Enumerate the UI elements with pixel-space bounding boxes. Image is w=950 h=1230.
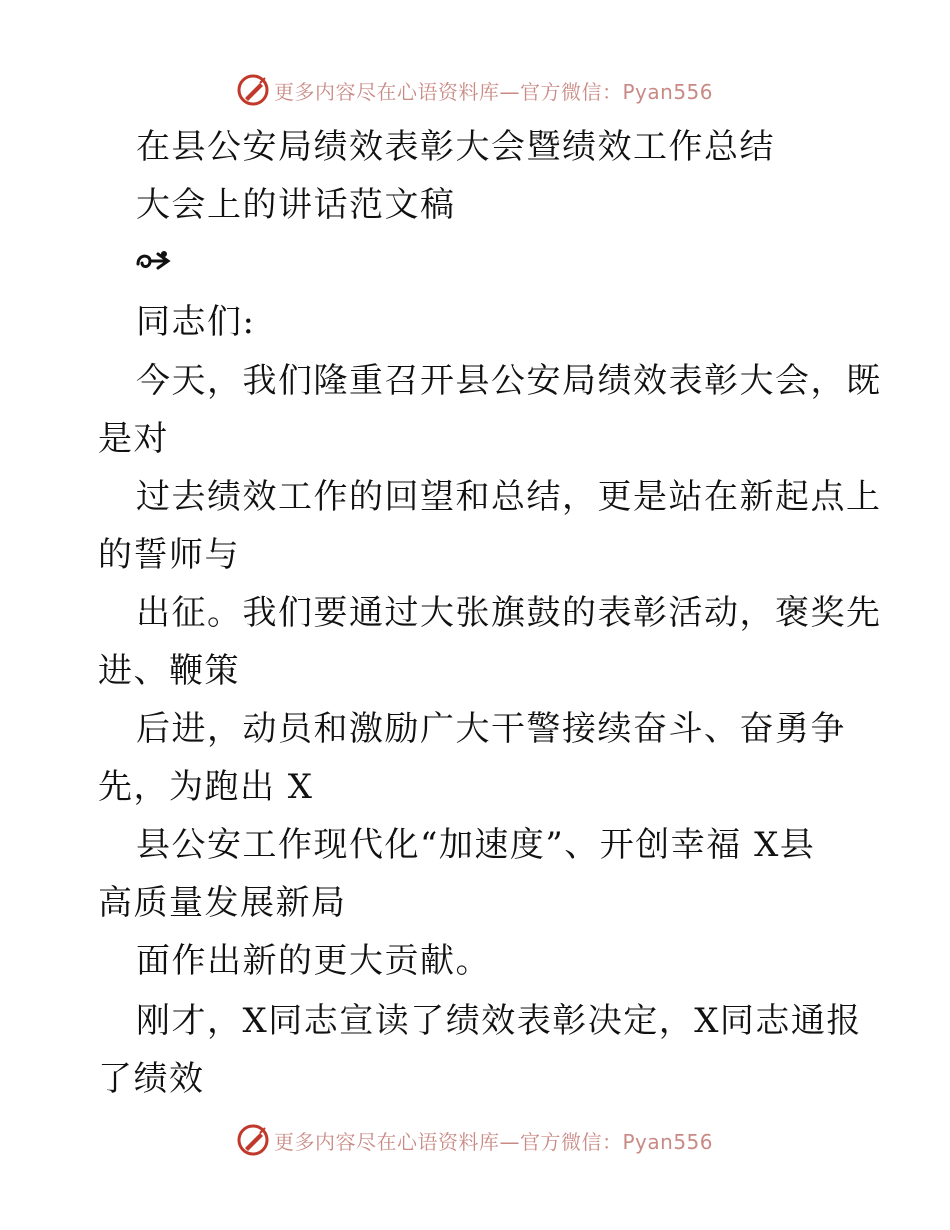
pen-logo-icon [236, 73, 270, 107]
ornament-icon [134, 246, 172, 276]
body-line: 县公安工作现代化“加速度”、开创幸福 X县 [136, 825, 816, 865]
body-line: 的誓师与 [98, 535, 240, 575]
document-title-line-1: 在县公安局绩效表彰大会暨绩效工作总结 [136, 127, 775, 167]
salutation: 同志们: [136, 302, 256, 342]
document-title-line-2: 大会上的讲话范文稿 [136, 185, 456, 225]
body-line: 刚才，X同志宣读了绩效表彰决定，X同志通报 [136, 1001, 862, 1041]
body-line: 后进，动员和激励广大干警接续奋斗、奋勇争 [136, 709, 846, 749]
body-line: 出征。我们要通过大张旗鼓的表彰活动，褒奖先 [136, 593, 882, 633]
body-line: 是对 [98, 419, 169, 459]
watermark-text: 更多内容尽在心语资料库—官方微信：Pyan556 [274, 1129, 714, 1154]
body-line: 先，为跑出 X [98, 767, 314, 807]
body-line: 过去绩效工作的回望和总结，更是站在新起点上 [136, 477, 882, 517]
body-line: 进、鞭策 [98, 651, 240, 691]
watermark-text: 更多内容尽在心语资料库—官方微信：Pyan556 [274, 79, 714, 104]
watermark-footer [236, 1123, 713, 1157]
watermark-header [236, 73, 713, 107]
body-line: 今天，我们隆重召开县公安局绩效表彰大会，既 [136, 361, 882, 401]
body-line: 高质量发展新局 [98, 883, 347, 923]
body-line: 了绩效 [98, 1059, 205, 1099]
pen-logo-icon [236, 1123, 270, 1157]
body-line: 面作出新的更大贡献。 [136, 941, 491, 981]
